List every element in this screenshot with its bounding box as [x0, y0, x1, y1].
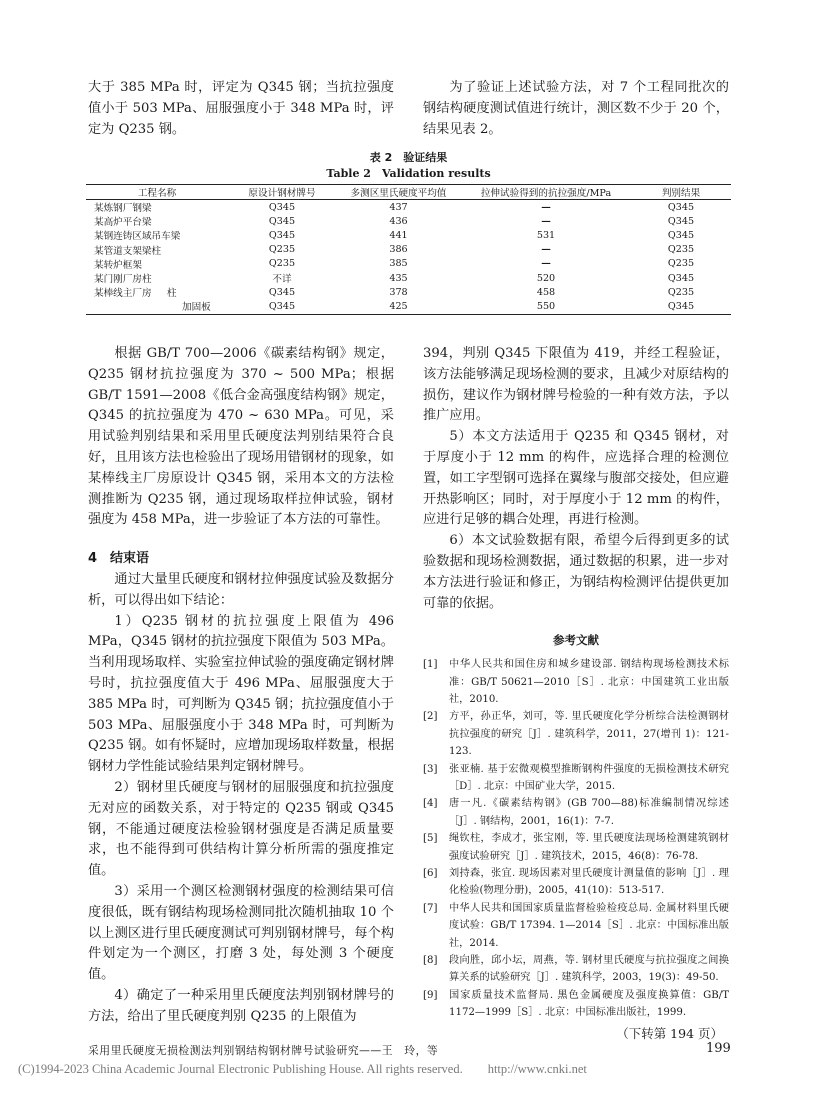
continued-note: （下转第 194 页）: [616, 1025, 723, 1041]
validation-table: [86, 184, 731, 315]
reference-text: 段向胜，邱小坛，周燕，等. 钢材里氏硬度与抗拉强度之间换算关系的试验研究［J］. 建筑科学，2003，19(3)：49-50.: [449, 955, 729, 984]
cell-project: 某高炉平台梁: [94, 217, 152, 229]
cell-hardness: 378: [389, 286, 408, 298]
validation-table-block: [86, 150, 731, 315]
reference-text: 绳钦柱，李成才，张宝刚，等. 里氏硬度法现场检测建筑钢材强度试验研究［J］. 建筑技术，2015，46(8)：76-78.: [449, 833, 729, 862]
body-left-column: [88, 344, 394, 1028]
reference-text: 中华人民共和国国家质量监督检验检疫总局. 金属材料里氏硬度试验：GB/T 17394. 1—2014［S］. 北京：中国标准出版社，2014.: [449, 902, 729, 949]
reference-item: [423, 865, 729, 900]
cell-result: Q345: [667, 215, 695, 227]
reference-list: [423, 656, 729, 1022]
cell-result: Q235: [667, 244, 695, 256]
reference-number: [5]: [423, 833, 438, 845]
reference-text: 张亚楠. 基于宏微观模型推断钢构件强度的无损检测技术研究［D］. 北京：中国矿业大学，2015.: [449, 763, 729, 792]
cell-grade: Q345: [228, 299, 336, 314]
paragraph: 4）确定了一种采用里氏硬度法判别钢材牌号的方法，给出了里氏硬度判别 Q235 的上限值为: [88, 987, 394, 1024]
sub-item: 加固板: [182, 302, 211, 314]
section-heading: 4 结束语: [88, 551, 150, 567]
reference-item: [423, 830, 729, 865]
reference-text: 中华人民共和国住房和城乡建设部. 钢结构现场检测技术标准：GB/T 50621—2010［S］. 北京：中国建筑工业出版社，2010.: [449, 659, 729, 705]
cell-grade: Q345: [268, 286, 296, 298]
reference-text: 刘持森，张宜. 现场因素对里氏硬度计测量值的影响［J］. 理化检验(物理分册)，2005，41(10)：513-517.: [449, 868, 729, 897]
cell-result: Q345: [631, 299, 731, 314]
reference-text: 方平，孙正华，刘可，等. 里氏硬度化学分析综合法检测钢材抗拉强度的研究［J］. 建筑科学，2011，27(增刊 1)：121-123.: [449, 711, 729, 758]
paragraph: 6）本文试验数据有限，希望今后得到更多的试验数据和现场检测数据，通过数据的积累，进一步对本方法进行验证和修正，为钢结构检测评估提供更加可靠的依据。: [423, 533, 729, 611]
cell-hardness: 441: [389, 229, 408, 241]
cell-hardness: 425: [336, 299, 461, 314]
running-footer-title: 采用里氏硬度无损检测法判别钢结构钢材牌号试验研究——王 玲，等: [88, 1044, 439, 1057]
cell-grade: Q235: [268, 258, 296, 270]
table-row: [86, 299, 731, 314]
cell-project: 某转炉框架: [94, 259, 142, 271]
paragraph: 2）钢材里氏硬度与钢材的屈服强度和抗拉强度无对应的函数关系，对于特定的 Q235 钢或 Q345 钢，不能通过硬度法检验钢材强度是否满足质量要求，也不能得到可供结构计算分析所需的强度推定值。: [88, 779, 394, 879]
table-caption-cn: 表 2 验证结果: [369, 151, 448, 164]
table-row: [86, 228, 731, 242]
project-name: 某棒线主厂房: [94, 288, 152, 300]
cell-hardness: 437: [389, 201, 408, 213]
reference-text: 国家质量技术监督局. 黑色金属硬度及强度换算值：GB/T 1172—1999［S］. 北京：中国标准出版社，1999.: [449, 989, 729, 1019]
cell-result: Q345: [667, 229, 695, 241]
text-top-left: [88, 78, 394, 140]
table-row: [86, 214, 731, 228]
page-number: 199: [706, 1041, 731, 1056]
cell-project: 某炼钢厂钢梁: [94, 203, 152, 215]
cell-project: 某管道支架梁柱: [94, 245, 162, 257]
copyright-watermark: (C)1994-2023 China Academic Journal Electronic Publishing House. All rights reserved. http://www.cnki.net: [18, 1062, 587, 1076]
cell-strength: 531: [536, 229, 556, 241]
reference-item: [423, 987, 729, 1022]
cell-strength: 458: [536, 286, 556, 298]
cell-hardness: 385: [389, 258, 408, 270]
cell-project: [86, 299, 228, 314]
column-header: 判别结果: [631, 185, 731, 200]
text-top-right: [423, 78, 729, 140]
cell-strength: —: [541, 244, 551, 256]
cell-strength: —: [541, 258, 551, 270]
cell-result: Q345: [667, 201, 695, 213]
paragraph: 大于 385 MPa 时，评定为 Q345 钢；当抗拉强度值小于 503 MPa、屈服强度小于 348 MPa 时，评定为 Q235 钢。: [88, 80, 394, 137]
column-header: 原设计钢材牌号: [228, 185, 336, 200]
table-row: [86, 271, 731, 285]
cell-grade: Q345: [268, 229, 296, 241]
paragraph: 根据 GB/T 700—2006《碳素结构钢》规定，Q235 钢材抗拉强度为 370 ~ 500 MPa；根据 GB/T 1591—2008《低合金高强度结构钢》规定，Q345 的抗拉强度为 470 ~ 630 MPa。可见，采用试验判别结果和采用里氏硬度法判别结果符合良好，且用该方法也检验出了现场用错钢材的现象，如某棒线主厂房原设计 Q345 钢，采用本文的方法检测推断为 Q235 钢，通过现场取样拉伸试验，钢材强度为 458 MPa，进一步验证了本方法的可靠性。: [88, 346, 394, 528]
cell-strength: 520: [536, 272, 556, 284]
references-heading: 参考文献: [553, 633, 599, 648]
cell-project: 某钢连铸区域吊车梁: [94, 231, 181, 243]
cell-hardness: 435: [389, 272, 408, 284]
reference-item: [423, 708, 729, 760]
table-caption-en: Table 2 Validation results: [326, 167, 491, 180]
cell-strength: —: [541, 201, 551, 213]
reference-item: [423, 952, 729, 987]
cell-result: Q345: [667, 272, 695, 284]
reference-item: [423, 900, 729, 952]
cell-hardness: 436: [389, 215, 408, 227]
reference-number: [1]: [423, 659, 438, 671]
reference-number: [3]: [423, 763, 438, 775]
reference-item: [423, 795, 729, 830]
reference-number: [4]: [423, 798, 438, 810]
sub-item: 柱: [166, 288, 177, 300]
paragraph: 通过大量里氏硬度和钢材拉伸强度试验及数据分析，可以得出如下结论：: [88, 571, 394, 608]
cell-grade: Q345: [268, 201, 296, 213]
cell-hardness: 386: [389, 244, 408, 256]
cell-grade: 不详: [272, 274, 292, 286]
reference-number: [8]: [423, 955, 438, 967]
table-row: [86, 200, 731, 215]
reference-item: [423, 656, 729, 708]
cell-result: Q235: [667, 258, 695, 270]
cell-project: 某门刚厂房柱: [94, 274, 152, 286]
paragraph: 为了验证上述试验方法，对 7 个工程同批次的钢结构硬度测试值进行统计，测区数不少于 20 个，结果见表 2。: [423, 80, 729, 137]
reference-number: [7]: [423, 902, 438, 914]
table-row: [86, 285, 731, 299]
cell-grade: Q235: [268, 244, 296, 256]
paragraph: 3）采用一个测区检测钢材强度的检测结果可信度很低，既有钢结构现场检测同批次随机抽取 10 个以上测区进行里氏硬度测试可判别钢材牌号，每个构件划定为一个测区，打磨 3 处，每处测 3 个硬度值。: [88, 883, 394, 983]
cell-strength: 550: [461, 299, 631, 314]
column-header: 多测区里氏硬度平均值: [336, 185, 461, 200]
cell-result: Q235: [667, 286, 695, 298]
table-row: [86, 243, 731, 257]
cell-grade: Q345: [268, 215, 296, 227]
reference-item: [423, 761, 729, 796]
cell-project: [86, 285, 228, 299]
reference-number: [6]: [423, 868, 438, 880]
paragraph: 1）Q235 钢材的抗拉强度上限值为 496 MPa，Q345 钢材的抗拉强度下限值为 503 MPa。当利用现场取样、实验室拉伸试验的强度确定钢材牌号时，抗拉强度值大于 496 MPa、屈服强度大于 385 MPa 时，可判断为 Q345 钢；抗拉强度值小于 503 MPa、屈服强度小于 348 MPa 时，可判断为 Q235 钢。如有怀疑时，应增加现场取样数量，根据钢材力学性能试验结果判定钢材牌号。: [88, 613, 394, 775]
column-header: 拉伸试验得到的抗拉强度/MPa: [461, 185, 631, 200]
table-header-row: [86, 185, 731, 200]
reference-number: [9]: [423, 989, 438, 1001]
reference-number: [2]: [423, 711, 438, 723]
reference-text: 唐一凡.《碳素结构钢》(GB 700—88)标准编制情况综述［J］. 钢结构，2001，16(1)：7-7.: [449, 798, 729, 827]
body-right-column: [423, 344, 729, 1044]
paragraph: 5）本文方法适用于 Q235 和 Q345 钢材，对于厚度小于 12 mm 的构件，应选择合理的检测位置，如工字型钢可选择在翼缘与腹部交接处，但应避开热影响区；同时，对于厚度小于 12 mm 的构件，应进行足够的耦合处理，再进行检测。: [423, 429, 729, 528]
table-row: [86, 257, 731, 271]
paragraph: 394，判别 Q345 下限值为 419，并经工程验证，该方法能够满足现场检测的要求，且减少对原结构的损伤，建议作为钢材牌号检验的一种有效方法，予以推广应用。: [423, 346, 729, 424]
column-header: 工程名称: [86, 185, 228, 200]
cell-strength: —: [541, 215, 551, 227]
